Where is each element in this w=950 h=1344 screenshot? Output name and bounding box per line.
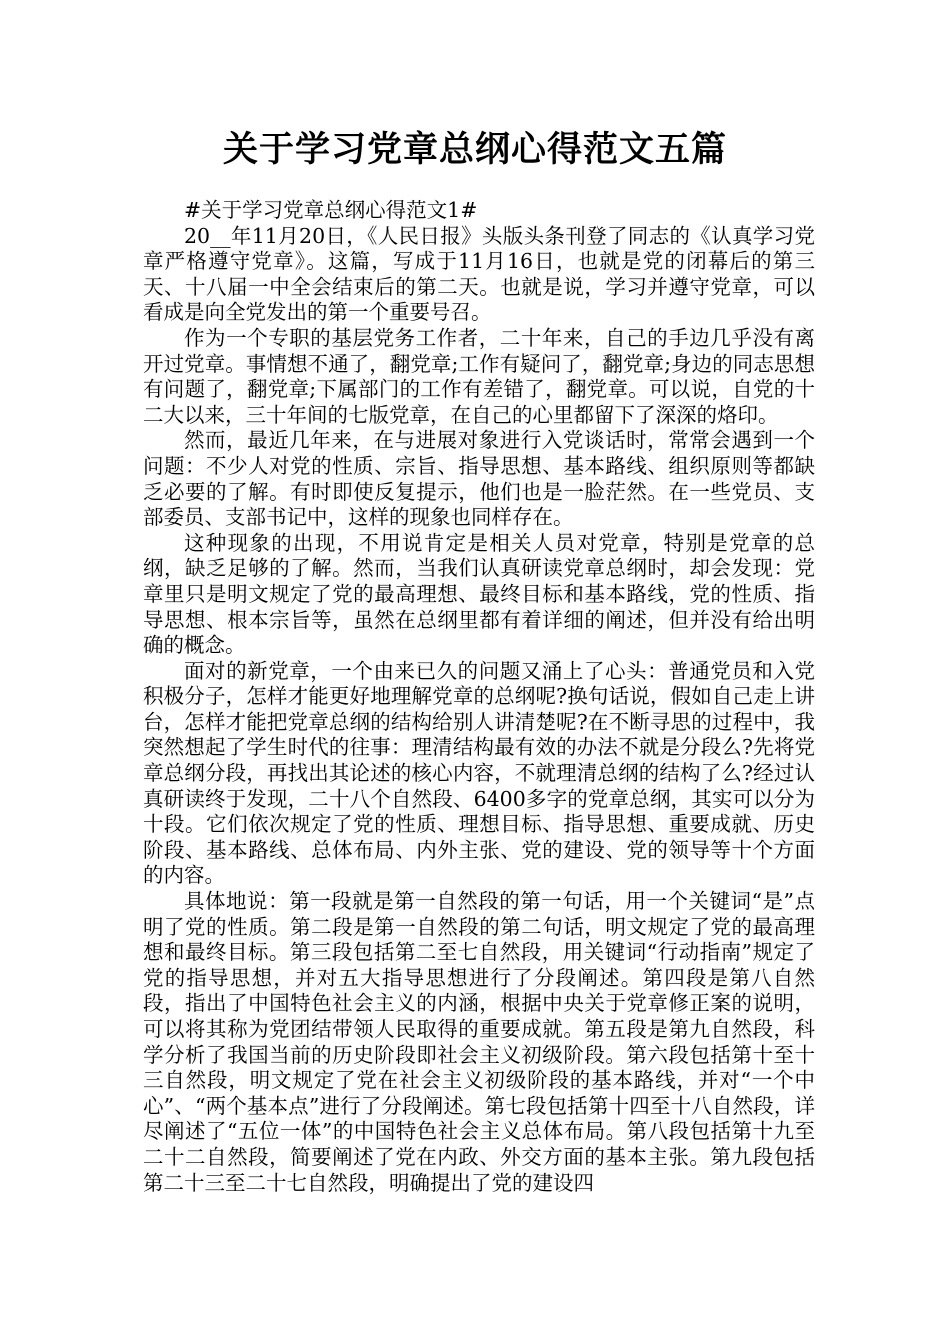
paragraph: 这种现象的出现，不用说肯定是相关人员对党章，特别是党章的总纲，缺乏足够的了解。然而，当我们认真研读党章总纲时，却会发现：党章里只是明文规定了党的最高理想、最终目标和基本路线，党的性质、指导思想、根本宗旨等，虽然在总纲里都有着详细的阐述，但并没有给出明确的概念。 — [143, 530, 815, 658]
paragraph: 然而，最近几年来，在与进展对象进行入党谈话时，常常会遇到一个问题：不少人对党的性质、宗旨、指导思想、基本路线、组织原则等都缺乏必要的了解。有时即使反复提示，他们也是一脸茫然。在一些党员、支部委员、支部书记中，这样的现象也同样存在。 — [143, 428, 815, 530]
section-heading: #关于学习党章总纲心得范文1# — [184, 198, 478, 222]
paragraph: 具体地说：第一段就是第一自然段的第一句话，用一个关键词“是”点明了党的性质。第二段是第一自然段的第二句话，明文规定了党的最高理想和最终目标。第三段包括第二至七自然段，用关键词“行动指南”规定了党的指导思想，并对五大指导思想进行了分段阐述。第四段是第八自然段，指出了中国特色社会主义的内涵，根据中央关于党章修正案的说明，可以将其称为党团结带领人民取得的重要成就。第五段是第九自然段，科学分析了我国当前的历史阶段即社会主义初级阶段。第六段包括第十至十三自然段，明文规定了党在社会主义初级阶段的基本路线，并对“一个中心”、“两个基本点”进行了分段阐述。第七段包括第十四至十八自然段，详尽阐述了“五位一体”的中国特色社会主义总体布局。第八段包括第十九至二十二自然段，简要阐述了党在内政、外交方面的基本主张。第九段包括第二十三至二十七自然段，明确提出了党的建设四 — [143, 889, 815, 1195]
paragraph: 20__年11月20日，《人民日报》头版头条刊登了同志的《认真学习党章严格遵守党章》。这篇，写成于11月16日，也就是党的闭幕后的第三天、十八届一中全会结束后的第二天。也就是说，学习并遵守党章，可以看成是向全党发出的第一个重要号召。 — [143, 223, 815, 325]
paragraph: 面对的新党章，一个由来已久的问题又涌上了心头：普通党员和入党积极分子，怎样才能更好地理解党章的总纲呢?换句话说，假如自己走上讲台，怎样才能把党章总纲的结构给别人讲清楚呢?在不断寻思的过程中，我突然想起了学生时代的往事：理清结构最有效的办法不就是分段么?先将党章总纲分段，再找出其论述的核心内容，不就理清总纲的结构了么?经过认真研读终于发现，二十八个自然段、6400多字的党章总纲，其实可以分为十段。它们依次规定了党的性质、理想目标、指导思想、重要成就、历史阶段、基本路线、总体布局、内外主张、党的建设、党的领导等十个方面的内容。 — [143, 658, 815, 888]
document-title: 关于学习党章总纲心得范文五篇 — [222, 130, 727, 170]
document-body — [143, 198, 815, 1196]
paragraph: 作为一个专职的基层党务工作者，二十年来，自己的手边几乎没有离开过党章。事情想不通了，翻党章;工作有疑问了，翻党章;身边的同志思想有问题了，翻党章;下属部门的工作有差错了，翻党章。可以说，自党的十二大以来，三十年间的七版党章，在自己的心里都留下了深深的烙印。 — [143, 325, 815, 427]
